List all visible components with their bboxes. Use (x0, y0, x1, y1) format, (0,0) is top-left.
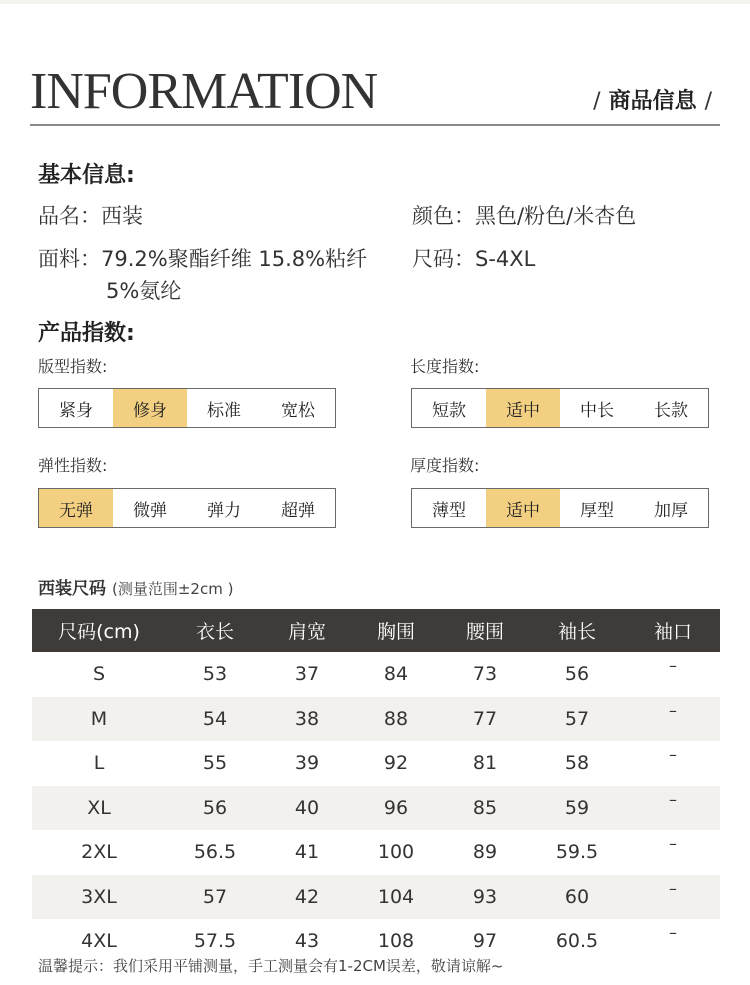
size-table-row (32, 741, 720, 786)
size-table-header: 衣长 (166, 609, 264, 652)
fit-option: 宽松 (281, 400, 315, 421)
color-value: 黑色/粉色/米杏色 (475, 204, 637, 228)
product-name-label: 品名： (38, 204, 101, 228)
size-table (32, 609, 720, 964)
size-table-row (32, 830, 720, 875)
fabric-label: 面料： (38, 247, 101, 271)
thickness-index-scale (411, 488, 709, 528)
chest-cell: 84 (383, 663, 409, 686)
subtitle-slash-left: / (593, 89, 601, 114)
fabric-value-line2: 5%氨纶 (106, 279, 182, 303)
elasticity-option: 超弹 (281, 500, 315, 521)
fabric-row (38, 243, 367, 273)
size-cell: 3XL (32, 875, 166, 920)
elasticity-option: 微弹 (133, 500, 167, 521)
cuff-cell: – (626, 697, 720, 742)
waist-cell: 81 (472, 752, 498, 775)
size-chart-note: (测量范围±2cm ) (112, 580, 234, 598)
waist-cell: 97 (472, 930, 498, 953)
fit-index-scale (38, 388, 336, 428)
product-name-row (38, 200, 143, 230)
size-value: S-4XL (475, 247, 536, 271)
shoulder-cell: 39 (294, 752, 320, 775)
thickness-option: 加厚 (654, 500, 688, 521)
size-table-header: 腰围 (442, 609, 528, 652)
length-index-scale (411, 388, 709, 428)
sleeve-cell: 60.5 (555, 930, 599, 953)
sleeve-cell: 57 (528, 697, 626, 742)
sleeve-cell: 56 (564, 663, 590, 686)
thickness-option: 适中 (486, 489, 560, 527)
thickness-index-label: 厚度指数: (410, 456, 480, 475)
fit-option: 标准 (207, 400, 241, 421)
size-table-header: 尺码(cm) (32, 609, 166, 652)
elasticity-index-label: 弹性指数: (38, 456, 108, 475)
chest-cell: 100 (377, 841, 415, 864)
size-table-header: 袖口 (626, 609, 720, 652)
size-label: 尺码： (412, 247, 475, 271)
basic-info-title: 基本信息: (38, 163, 135, 188)
length-option: 短款 (432, 400, 466, 421)
size-cell: M (32, 697, 166, 742)
length-cell: 57.5 (193, 930, 237, 953)
length-cell: 56.5 (193, 841, 237, 864)
subtitle-slash-right: / (704, 89, 712, 114)
size-cell: S (92, 663, 106, 686)
cuff-cell: – (669, 923, 677, 942)
sleeve-cell: 60 (528, 875, 626, 920)
page-title: INFORMATION (30, 63, 378, 120)
subtitle-text: 商品信息 (608, 89, 697, 114)
length-cell: 56 (166, 786, 264, 831)
chest-cell: 104 (350, 875, 442, 920)
sleeve-cell: 58 (564, 752, 590, 775)
cuff-cell: – (626, 875, 720, 920)
size-cell: 2XL (81, 841, 117, 864)
page-subtitle (585, 84, 720, 115)
sleeve-cell: 59 (528, 786, 626, 831)
size-table-row (32, 786, 720, 831)
color-label: 颜色： (412, 204, 475, 228)
length-cell: 54 (166, 697, 264, 742)
thickness-option: 薄型 (432, 500, 466, 521)
waist-cell: 85 (442, 786, 528, 831)
page-header (30, 62, 720, 126)
elasticity-option: 弹力 (207, 500, 241, 521)
shoulder-cell: 40 (264, 786, 350, 831)
shoulder-cell: 43 (294, 930, 320, 953)
size-cell: XL (32, 786, 166, 831)
chest-cell: 96 (350, 786, 442, 831)
size-table-row (32, 652, 720, 697)
header-divider (30, 124, 720, 126)
size-row (412, 243, 535, 273)
length-option: 长款 (654, 400, 688, 421)
length-cell: 57 (166, 875, 264, 920)
thickness-option: 厚型 (580, 500, 614, 521)
waist-cell: 77 (442, 697, 528, 742)
cuff-cell: – (626, 786, 720, 831)
sleeve-cell: 59.5 (555, 841, 599, 864)
fit-option: 紧身 (59, 400, 93, 421)
size-cell: 4XL (81, 930, 117, 953)
shoulder-cell: 38 (264, 697, 350, 742)
fit-index-label: 版型指数: (38, 357, 108, 376)
cuff-cell: – (669, 834, 677, 853)
shoulder-cell: 37 (294, 663, 320, 686)
waist-cell: 73 (472, 663, 498, 686)
size-table-header: 胸围 (350, 609, 442, 652)
size-chart-title (38, 574, 233, 599)
shoulder-cell: 41 (294, 841, 320, 864)
elasticity-option: 无弹 (39, 489, 113, 527)
fabric-value-line1: 79.2%聚酯纤维 15.8%粘纤 (101, 247, 368, 271)
top-strip (0, 0, 750, 4)
measurement-footnote: 温馨提示：我们采用平铺测量，手工测量会有1-2CM误差，敬请谅解~ (38, 957, 504, 975)
length-option: 中长 (580, 400, 614, 421)
size-table-row (32, 697, 720, 742)
chest-cell: 108 (377, 930, 415, 953)
product-name-value: 西装 (101, 204, 143, 228)
shoulder-cell: 42 (264, 875, 350, 920)
cuff-cell: – (669, 656, 677, 675)
fit-option: 修身 (113, 389, 187, 427)
waist-cell: 89 (472, 841, 498, 864)
size-table-header: 袖长 (528, 609, 626, 652)
length-cell: 53 (202, 663, 228, 686)
length-index-label: 长度指数: (410, 357, 480, 376)
size-table-header: 肩宽 (264, 609, 350, 652)
size-chart-title-text: 西装尺码 (38, 579, 106, 599)
size-table-header-row (32, 609, 720, 652)
chest-cell: 88 (350, 697, 442, 742)
chest-cell: 92 (383, 752, 409, 775)
size-cell: L (93, 752, 105, 775)
color-row (412, 200, 636, 230)
size-table-row (32, 875, 720, 920)
product-index-title: 产品指数: (38, 321, 135, 346)
elasticity-index-scale (38, 488, 336, 528)
length-option: 适中 (486, 389, 560, 427)
length-cell: 55 (202, 752, 228, 775)
waist-cell: 93 (442, 875, 528, 920)
cuff-cell: – (669, 745, 677, 764)
